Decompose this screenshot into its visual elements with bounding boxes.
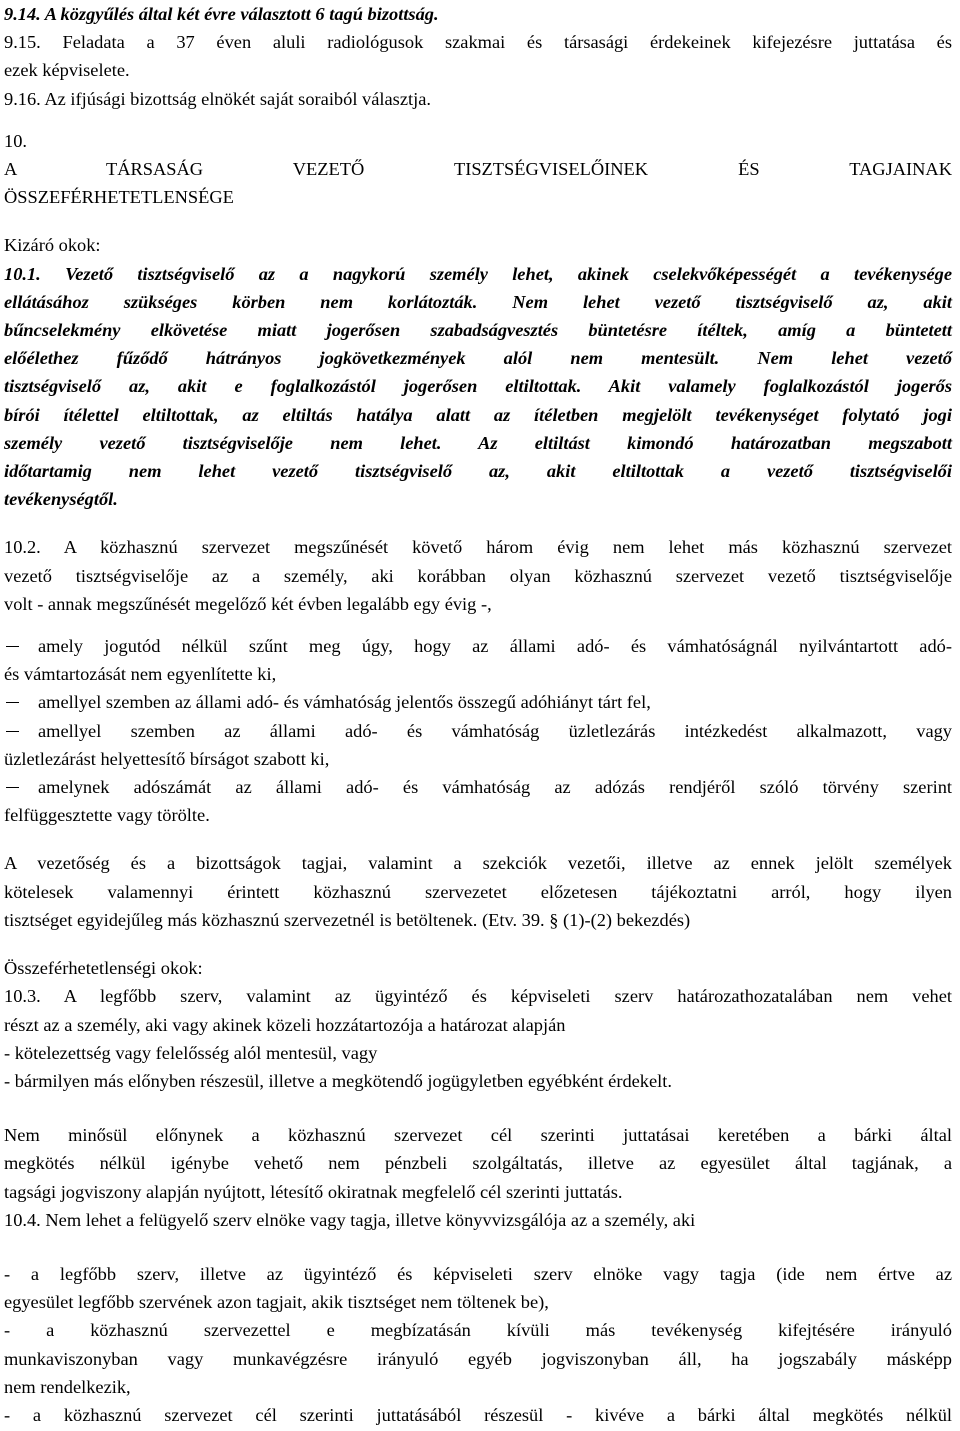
para-etv bbox=[4, 849, 952, 934]
list-item-text-cont: üzletlezárást helyettesítő bírságot szabott ki, bbox=[4, 748, 330, 769]
para-10-1 bbox=[4, 260, 952, 514]
para-etv-line: tisztséget egyidejűleg más közhasznú szervezetnél is betöltenek. (Etv. 39. § (1)-(2) bekezdés) bbox=[4, 909, 691, 930]
para-10-3-line: 10.3. A legfőbb szerv, valamint az ügyintéző és képviseleti szerv határozathozatalában nem vehet bbox=[4, 986, 952, 1007]
para-10-3 bbox=[4, 982, 952, 1095]
para-10-1-line: személy vezető tisztségviselője nem lehet. Az eltiltást kimondó határozatban megszabott bbox=[4, 432, 952, 453]
kizaro-okok-heading: Kizáró okok: bbox=[4, 235, 101, 256]
para-10-3-line: - kötelezettség vagy felelősség alól mentesül, vagy bbox=[4, 1042, 378, 1063]
para-9-14-text: 9.14. A közgyűlés által két évre választott 6 tagú bizottság. bbox=[4, 4, 439, 24]
para-9-15-line2: ezek képviselete. bbox=[4, 60, 130, 81]
para-10-3-line: - bármilyen más előnyben részesül, illetve a megkötendő jogügyletben egyébként érdekelt. bbox=[4, 1070, 672, 1091]
para-10-1-line: ellátásához szükséges körben nem korlátozták. Nem lehet vezető tisztségviselő az, akit bbox=[4, 291, 952, 312]
para-10-2-line: 10.2. A közhasznú szervezet megszűnését követő három évig nem lehet más közhasznú szervezet bbox=[4, 537, 952, 558]
osszeferhetetlenseg-heading: Összeférhetetlenségi okok: bbox=[4, 958, 203, 979]
list-10-4-line: munkaviszonyban vagy munkavégzésre irányuló egyéb jogviszonyban áll, ha jogszabály másképp bbox=[4, 1348, 952, 1369]
para-9-14 bbox=[4, 0, 952, 28]
list-item-text: amellyel szemben az állami adó- és vámhatóság jelentős összegű adóhiányt tárt fel, bbox=[38, 692, 651, 713]
para-10-1-line: tisztségviselő az, akit e foglalkozástól jogerősen eltiltottak. Akit valamely foglalkozástól jogerős bbox=[4, 376, 952, 397]
list-item bbox=[4, 688, 952, 716]
list-10-4-line: nem rendelkezik, bbox=[4, 1376, 131, 1397]
list-10-4-line: - a közhasznú szervezettel e megbízatásán kívüli más tevékenység kifejtésére irányuló bbox=[4, 1320, 952, 1341]
list-item bbox=[4, 632, 952, 688]
list-item-text-cont: felfüggesztette vagy törölte. bbox=[4, 805, 210, 826]
list-10-4-line: - a közhasznú szervezet cél szerinti juttatásából részesül - kivéve a bárki által megkötés nélkül bbox=[4, 1404, 952, 1425]
para-10-1-line: bírói ítélettel eltiltottak, az eltiltás hatálya alatt az ítéletben megjelölt tevékenységet folytató jogi bbox=[4, 404, 952, 425]
list-10-4-line: - a legfőbb szerv, illetve az ügyintéző és képviseleti szerv elnöke vagy tagja (ide nem értve az bbox=[4, 1263, 952, 1284]
para-10-1-line: bűncselekmény elkövetése miatt jogerősen szabadságvesztés büntetésre ítéltek, amíg a büntetett bbox=[4, 320, 952, 341]
list-item-text: amellyel szemben az állami adó- és vámhatóság üzletlezárás intézkedést alkalmazott, vagy bbox=[38, 720, 952, 741]
section-10-title-line1: A TÁRSASÁG VEZETŐ TISZTSÉGVISELŐINEK ÉS TAGJAINAK bbox=[4, 159, 952, 180]
para-nem-minosul-line: tagsági jogviszony alapján nyújtott, létesítő okiratnak megfelelő cél szerinti juttatás. bbox=[4, 1181, 623, 1202]
para-10-1-line: 10.1. Vezető tisztségviselő az a nagykorú személy lehet, akinek cselekvőképességét a tevékenysége bbox=[4, 263, 952, 284]
para-10-1-line: tevékenységtől. bbox=[4, 489, 118, 510]
para-9-15-line1: 9.15. Feladata a 37 éven aluli radiológusok szakmai és társasági érdekeinek kifejezésre juttatása és bbox=[4, 32, 952, 53]
list-10-4-line: egyesület legfőbb szervének azon tagjait, akik tisztséget nem töltenek be), bbox=[4, 1292, 549, 1313]
para-nem-minosul-line: Nem minősül előnynek a közhasznú szervezet cél szerinti juttatásai keretében a bárki által bbox=[4, 1125, 952, 1146]
para-10-4: 10.4. Nem lehet a felügyelő szerv elnöke vagy tagja, illetve könyvvizsgálója az a személy, aki bbox=[4, 1209, 696, 1230]
list-item bbox=[4, 773, 952, 829]
list-10-2 bbox=[4, 632, 952, 829]
list-item bbox=[4, 717, 952, 773]
para-10-3-line: részt az a személy, aki vagy akinek közeli hozzátartozója a határozat alapján bbox=[4, 1014, 566, 1035]
para-10-2-line: vezető tisztségviselője az a személy, aki korábban olyan közhasznú szervezet vezető tisztségviselője bbox=[4, 565, 952, 586]
para-nem-minosul-line: megkötés nélkül igénybe vehető nem pénzbeli szolgáltatás, illetve az egyesület által tagjának, a bbox=[4, 1153, 952, 1174]
para-etv-line: kötelesek valamennyi érintett közhasznú szervezetet előzetesen tájékoztatni arról, hogy ilyen bbox=[4, 881, 952, 902]
para-9-16: 9.16. Az ifjúsági bizottság elnökét saját soraiból választja. bbox=[4, 88, 431, 109]
list-item-text-cont: és vámtartozását nem egyenlítette ki, bbox=[4, 664, 277, 685]
section-10-number: 10. bbox=[4, 130, 27, 151]
para-etv-line: A vezetőség és a bizottságok tagjai, valamint a szekciók vezetői, illetve az ennek jelölt személyek bbox=[4, 853, 952, 874]
para-10-2 bbox=[4, 533, 952, 618]
list-10-4 bbox=[4, 1260, 952, 1429]
para-10-1-line: előélethez fűződő hátrányos jogkövetkezmények alól nem mentesült. Nem lehet vezető bbox=[4, 348, 952, 369]
para-nem-minosul bbox=[4, 1121, 952, 1206]
para-10-2-line: volt - annak megszűnését megelőző két évben legalább egy évig -, bbox=[4, 593, 492, 614]
list-item-text: amely jogutód nélkül szűnt meg úgy, hogy az állami adó- és vámhatóságnál nyilvántartott adó- bbox=[38, 636, 952, 657]
para-10-1-line: időtartamig nem lehet vezető tisztségviselő az, akit eltiltottak a vezető tisztségviselői bbox=[4, 461, 952, 482]
section-10-title-line2: ÖSSZEFÉRHETETLENSÉGE bbox=[4, 187, 234, 208]
list-item-text: amelynek adószámát az állami adó- és vámhatóság az adózás rendjéről szóló törvény szerint bbox=[38, 777, 952, 798]
